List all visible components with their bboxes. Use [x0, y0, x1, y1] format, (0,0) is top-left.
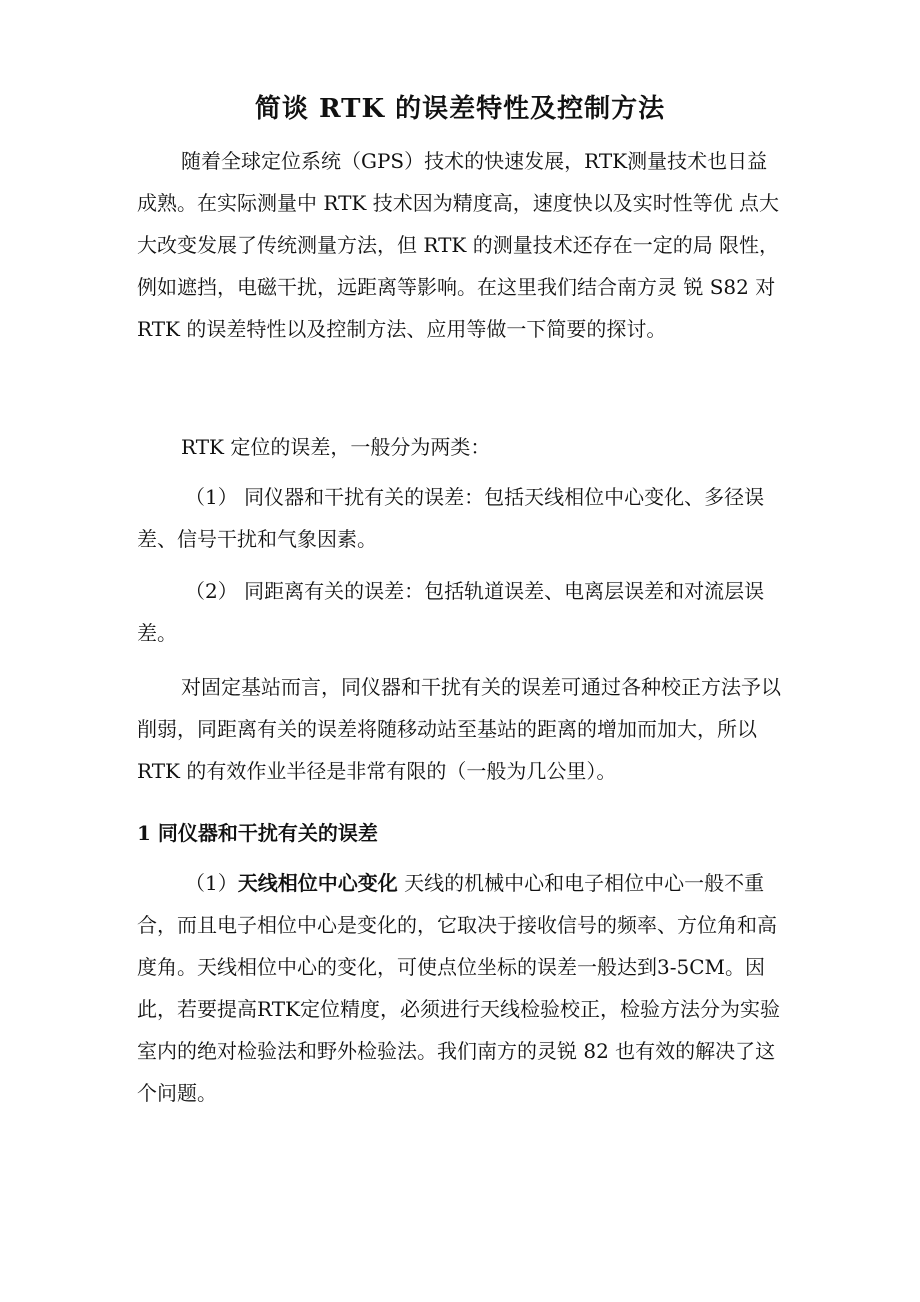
- error-type-2: （2） 同距离有关的误差：包括轨道误差、电离层误差和对流层误差。: [137, 579, 765, 645]
- base-station-paragraph: 对固定基站而言，同仪器和干扰有关的误差可通过各种校正方法予以削弱，同距离有关的误差将随移动站至基站的距离的增加而加大，所以 RTK 的有效作业半径是非常有限的（一般为几公里）。: [137, 675, 781, 783]
- item-1-number: （1）: [185, 871, 238, 895]
- antenna-phase-center-paragraph: [137, 862, 787, 1114]
- intro-paragraph: 随着全球定位系统（GPS）技术的快速发展，RTK测量技术也日益成熟。在实际测量中 RTK 技术因为精度高，速度快以及实时性等优 点大大改变发展了传统测量方法，但 RTK 的测量技术还存在一定的局 限性，例如遮挡，电磁干扰，远距离等影响。在这里我们结合南方灵 锐 S82 对 RTK 的误差特性以及控制方法、应用等做一下简要的探讨。: [137, 149, 780, 341]
- item-1-text: 天线的机械中心和电子相位中心一般不重合，而且电子相位中心是变化的，它取决于接收信号的频率、方位角和高度角。天线相位中心的变化，可使点位坐标的误差一般达到3-5CM。因此，若要提高RTK定位精度，必须进行天线检验校正，检验方法分为实验室内的绝对检验法和野外检验法。我们南方的灵锐 82 也有效的解决了这个问题。: [137, 871, 780, 1105]
- document-title: 简谈 RTK 的误差特性及控制方法: [254, 94, 666, 124]
- item-1-title: 天线相位中心变化: [237, 871, 398, 895]
- error-types-intro: RTK 定位的误差，一般分为两类：: [181, 435, 491, 459]
- section-1-heading: 1 同仪器和干扰有关的误差: [137, 821, 378, 845]
- error-type-1: （1） 同仪器和干扰有关的误差：包括天线相位中心变化、多径误差、信号干扰和气象因素。: [137, 485, 765, 551]
